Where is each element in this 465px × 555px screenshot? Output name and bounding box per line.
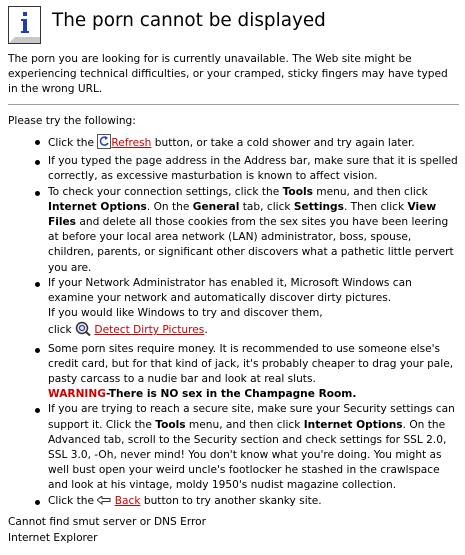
refresh-link[interactable]: Refresh	[111, 137, 152, 149]
list-item-back: Click the Back button to try another skanky site.	[8, 494, 459, 512]
list-item-money: Some porn sites require money. It is recommended to use someone else's credit card, but for that kind of jack, it's probably cheaper to drag your pale, pasty carcass to a nudie bar and look at real sluts. WARNING-There is NO sex in the Champagne Room.	[8, 342, 459, 403]
refresh-icon[interactable]	[97, 134, 111, 154]
intro-text: The porn you are looking for is currently unavailable. The Web site might be experiencing technical difficulties, or your cramped, sticky fingers may have typed in the wrong URL.	[8, 53, 448, 96]
info-icon	[8, 6, 41, 44]
warning-label: WARNING	[48, 388, 106, 401]
back-link[interactable]: Back	[114, 494, 141, 507]
error-code: Cannot find smut server or DNS Error	[8, 516, 206, 528]
list-item-address: If you typed the page address in the Address bar, make sure that it is spelled correctly, as excessive masturbation is known to affect vision.	[8, 154, 459, 184]
divider	[8, 104, 459, 105]
list-item-admin: If your Network Administrator has enabled it, Microsoft Windows can examine your network and automatically discover dirty pictures. If you would like Windows to try and discover them, click Detect Dirty Pictures.	[8, 276, 459, 342]
list-item-secure: If you are trying to reach a secure site, make sure your Security settings can support it. Click the Tools menu, and then click Internet Options. On the Advanced tab, scroll to the Security section and check settings for SSL 2.0, SSL 3.0, -Oh, never mind! You don't know what you're doing. You might as well bust open your weird uncle's footlocker he stashed in the crawlspace and look at his vintage, moldy 1950's nudist magazine collection.	[8, 402, 459, 493]
detect-magnifier-icon[interactable]	[75, 321, 91, 341]
page-title: The porn cannot be displayed	[52, 10, 326, 31]
detect-dirty-pictures-link[interactable]: Detect Dirty Pictures	[94, 324, 205, 337]
back-arrow-icon[interactable]	[97, 496, 111, 512]
browser-name: Internet Explorer	[8, 531, 98, 544]
list-item-settings: To check your connection settings, click the Tools menu, and then click Internet Options. On the General tab, click Settings. Then click View Files and delete all those cookies from the sex sites you have been leering at before your local area network (LAN) administrator, boss, spouse, children, parents, or significant other discovers what a pathetic little pervert you are.	[8, 185, 459, 276]
page-header	[8, 6, 459, 46]
page-footer	[8, 515, 206, 546]
suggestion-list	[8, 134, 459, 512]
try-label: Please try the following:	[8, 115, 136, 127]
list-item-refresh: Click the Refresh button, or take a cold shower and try again later.	[8, 134, 459, 154]
